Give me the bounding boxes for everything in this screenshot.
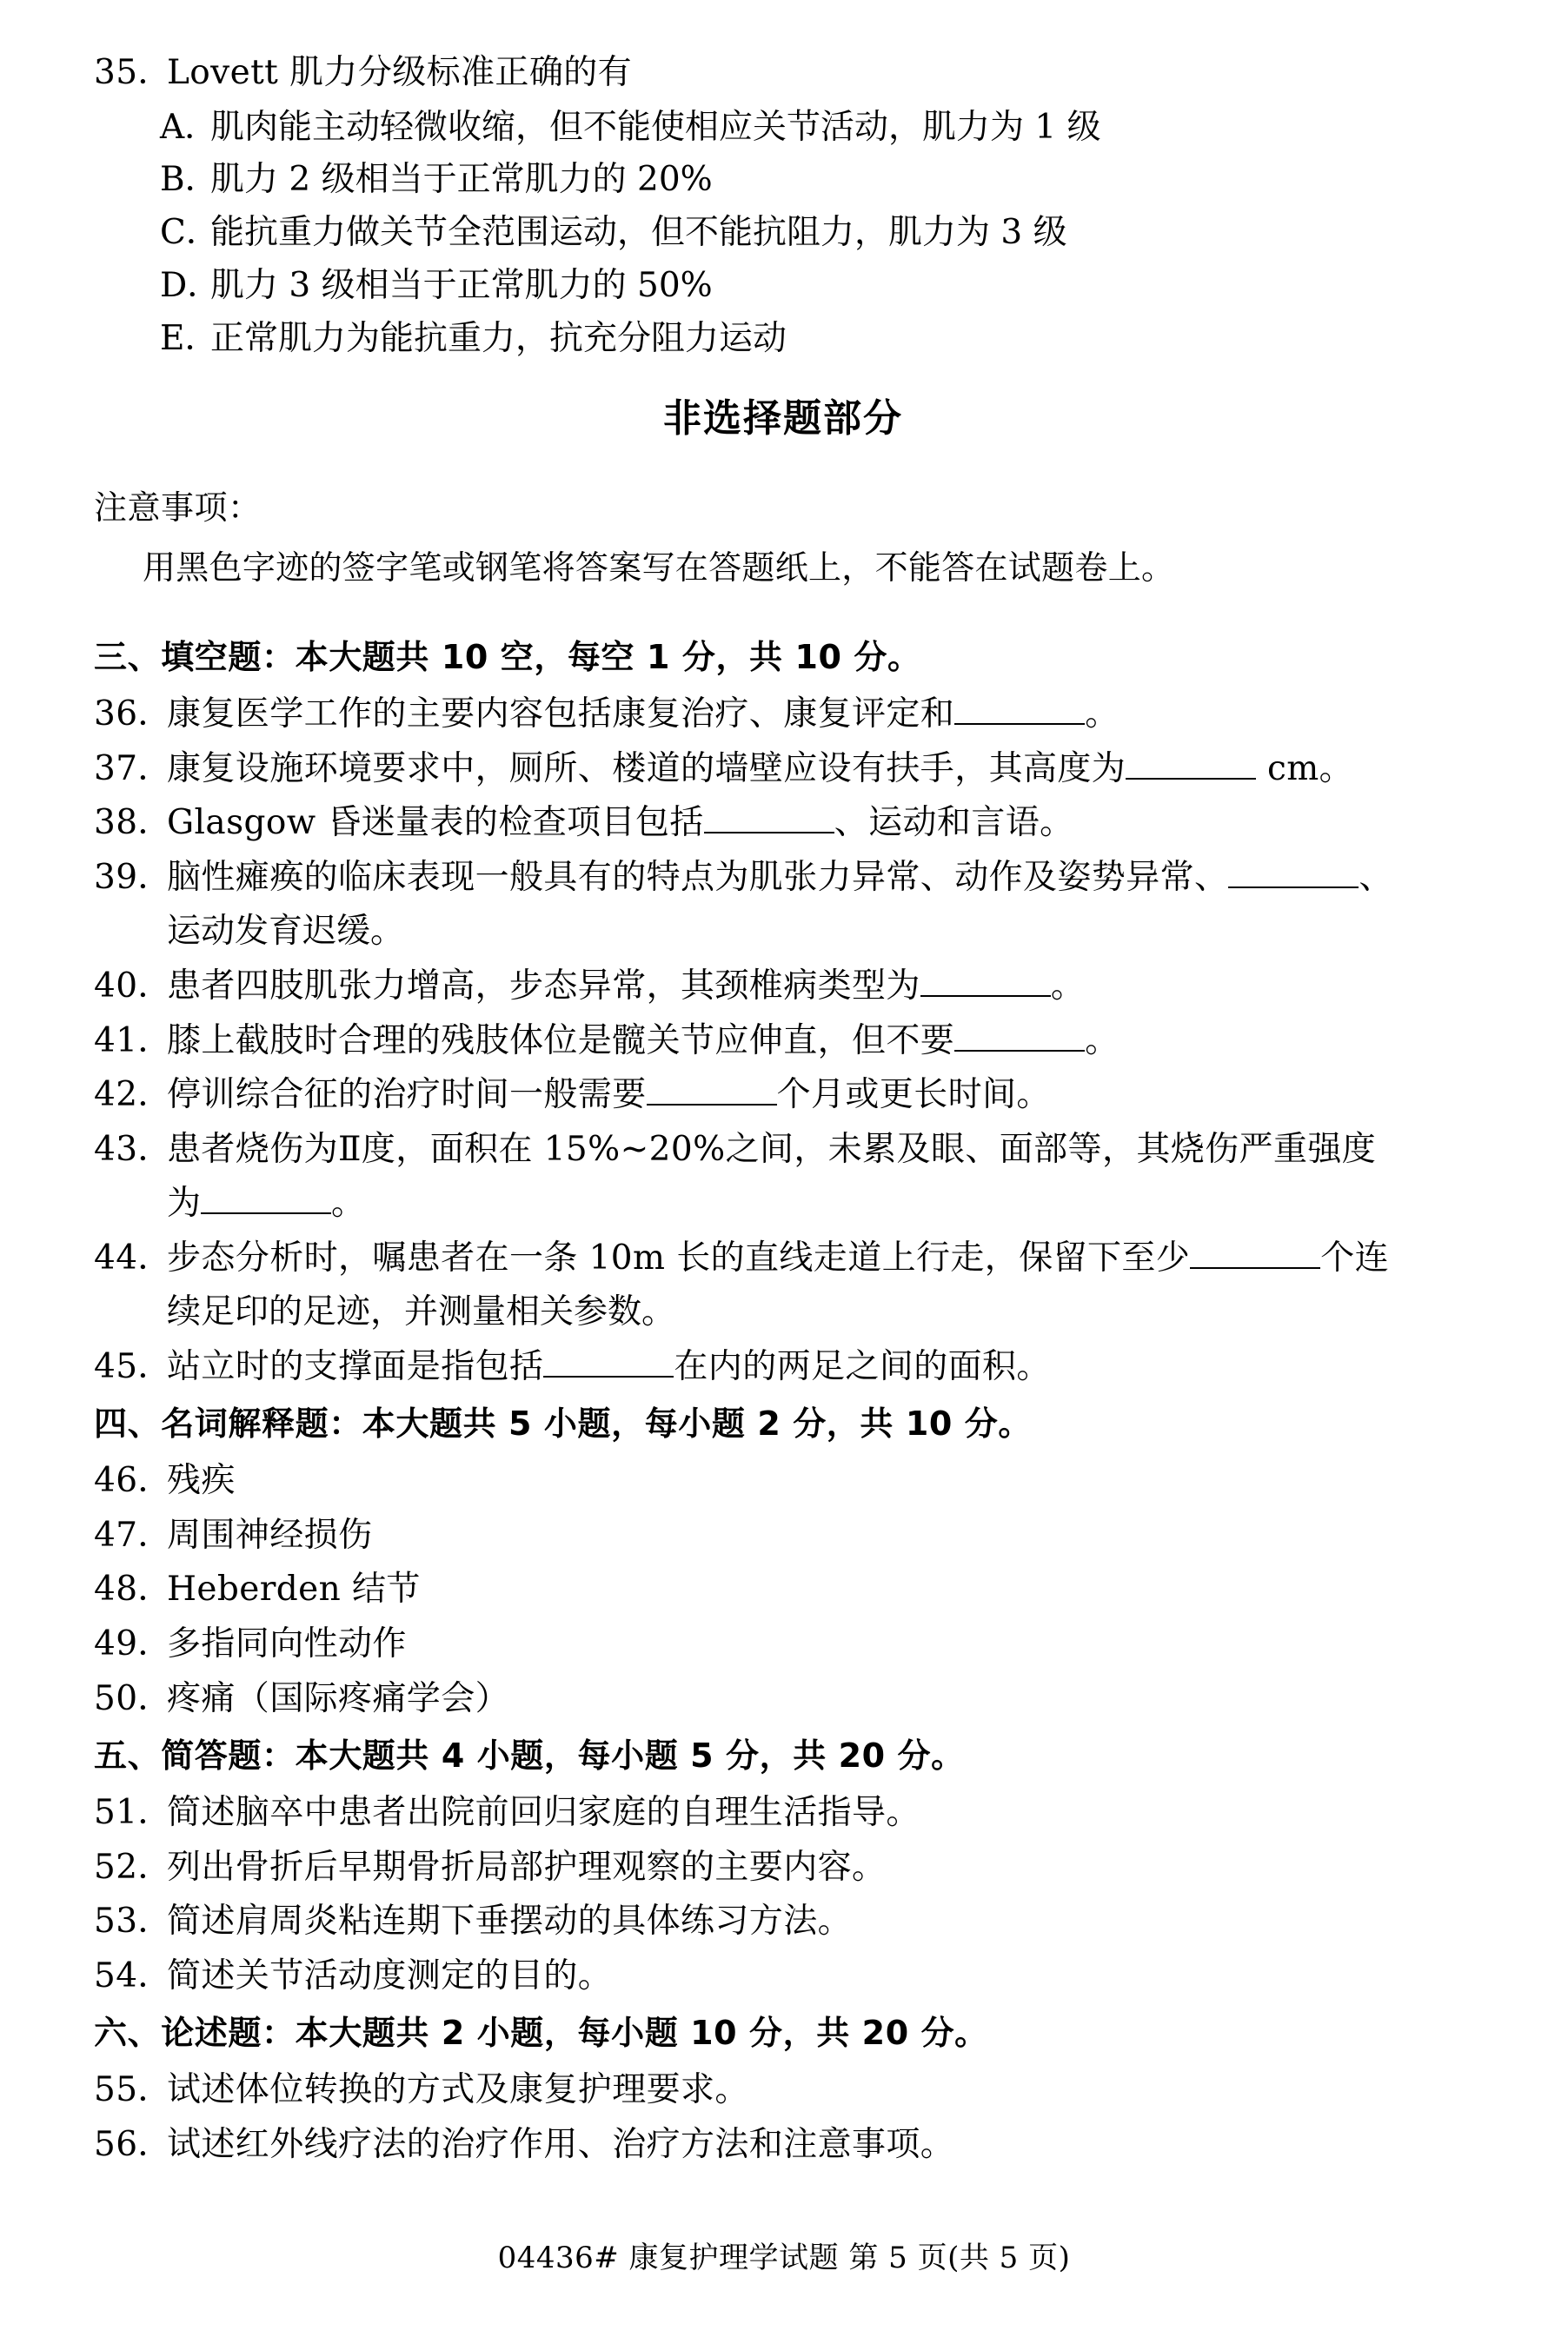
answer-blank[interactable] xyxy=(543,1376,674,1378)
question-39 xyxy=(94,853,1472,903)
question-text-pre: 停训综合征的治疗时间一般需要 xyxy=(167,1075,647,1115)
question-number: 38． xyxy=(94,803,172,843)
question-text-post: 、运动和言语。 xyxy=(834,803,1074,843)
question-39-line-2: 运动发育迟缓。 xyxy=(167,912,405,952)
question-43 xyxy=(94,1126,1472,1175)
question-47 xyxy=(94,1511,1472,1561)
section-3-heading: 三、填空题：本大题共 10 空，每空 1 分，共 10 分。 xyxy=(94,638,921,677)
question-number: 37． xyxy=(94,748,172,788)
notice-body: 用黑色字迹的签字笔或钢笔将答案写在答题纸上，不能答在试题卷上。 xyxy=(143,548,1175,588)
question-text: 周围神经损伤 xyxy=(167,1515,373,1555)
question-text: 简述肩周炎粘连期下垂摆动的具体练习方法。 xyxy=(167,1902,853,1942)
question-35-option-b xyxy=(94,156,1472,205)
question-number: 39． xyxy=(94,857,172,897)
question-text: 列出骨折后早期骨折局部护理观察的主要内容。 xyxy=(167,1847,887,1887)
question-text-pre: 患者四肢肌张力增高，步态异常，其颈椎病类型为 xyxy=(167,966,920,1006)
question-number: 53． xyxy=(94,1902,172,1942)
question-text: 疼痛（国际疼痛学会） xyxy=(167,1678,510,1718)
question-text-pre: 康复医学工作的主要内容包括康复治疗、康复评定和 xyxy=(167,694,955,734)
question-43-line-2 xyxy=(94,1179,1472,1229)
question-text-post: 、 xyxy=(1359,857,1393,897)
question-number: 43． xyxy=(94,1129,172,1169)
question-number: 46． xyxy=(94,1461,172,1501)
question-38 xyxy=(94,799,1472,848)
answer-blank[interactable] xyxy=(704,832,834,833)
answer-blank[interactable] xyxy=(647,1104,777,1106)
question-55 xyxy=(94,2066,1472,2115)
question-text-post: 。 xyxy=(1085,1020,1120,1060)
question-51 xyxy=(94,1789,1472,1838)
question-53 xyxy=(94,1897,1472,1947)
question-text-pre: 膝上截肢时合理的残肢体位是髋关节应伸直，但不要 xyxy=(167,1020,955,1060)
option-text: 能抗重力做关节全范围运动，但不能抗阻力，肌力为 3 级 xyxy=(210,213,1067,253)
question-36 xyxy=(94,690,1472,740)
answer-blank[interactable] xyxy=(1190,1267,1320,1269)
question-text-pre: 脑性瘫痪的临床表现一般具有的特点为肌张力异常、动作及姿势异常、 xyxy=(167,857,1229,897)
question-number: 36． xyxy=(94,694,172,734)
question-35 xyxy=(94,49,1472,98)
question-text-post: 。 xyxy=(331,1184,366,1224)
option-text: 肌力 3 级相当于正常肌力的 50% xyxy=(210,266,713,306)
question-45 xyxy=(94,1343,1472,1392)
question-35-option-a xyxy=(94,103,1472,153)
question-text-pre: 患者烧伤为Ⅱ度，面积在 15%~20%之间，未累及眼、面部等，其烧伤严重强度 xyxy=(167,1129,1377,1169)
option-label: C． xyxy=(160,213,220,253)
question-number: 56． xyxy=(94,2124,172,2164)
question-35-option-c xyxy=(94,209,1472,258)
question-text: 多指同向性动作 xyxy=(167,1624,407,1663)
question-52 xyxy=(94,1843,1472,1893)
section-6-heading: 六、论述题：本大题共 2 小题，每小题 10 分，共 20 分。 xyxy=(94,2014,988,2053)
option-label: E． xyxy=(160,319,219,359)
question-text-pre: 站立时的支撑面是指包括 xyxy=(167,1346,544,1386)
question-number: 49． xyxy=(94,1624,172,1663)
option-label: D． xyxy=(160,266,222,306)
question-text-pre: 康复设施环境要求中，厕所、楼道的墙壁应设有扶手，其高度为 xyxy=(167,748,1126,788)
question-text-post: 在内的两足之间的面积。 xyxy=(674,1346,1051,1386)
section-4-heading: 四、名词解释题：本大题共 5 小题，每小题 2 分，共 10 分。 xyxy=(94,1404,1032,1444)
question-text-pre: Glasgow 昏迷量表的检查项目包括 xyxy=(167,803,704,843)
question-number: 54． xyxy=(94,1956,172,1995)
notice-title: 注意事项： xyxy=(94,488,262,528)
question-number: 50． xyxy=(94,1678,172,1718)
question-48 xyxy=(94,1565,1472,1615)
question-text-pre: 步态分析时，嘱患者在一条 10m 长的直线走道上行走，保留下至少 xyxy=(167,1238,1191,1278)
question-40 xyxy=(94,962,1472,1012)
question-37 xyxy=(94,745,1472,794)
question-text: 简述关节活动度测定的目的。 xyxy=(167,1956,613,1995)
question-50 xyxy=(94,1675,1472,1724)
question-number: 42． xyxy=(94,1075,172,1115)
question-42 xyxy=(94,1071,1472,1120)
non-multiple-choice-banner: 非选择题部分 xyxy=(663,396,903,442)
question-text-post: 。 xyxy=(1085,694,1120,734)
question-number: 44． xyxy=(94,1238,172,1278)
answer-blank[interactable] xyxy=(1126,778,1256,780)
question-number: 55． xyxy=(94,2070,172,2110)
answer-blank[interactable] xyxy=(954,1050,1085,1052)
section-5-heading: 五、简答题：本大题共 4 小题，每小题 5 分，共 20 分。 xyxy=(94,1736,965,1776)
question-text: Heberden 结节 xyxy=(167,1570,421,1610)
option-text: 肌肉能主动轻微收缩，但不能使相应关节活动，肌力为 1 级 xyxy=(210,107,1101,147)
question-54 xyxy=(94,1952,1472,2002)
option-text: 肌力 2 级相当于正常肌力的 20% xyxy=(210,160,713,200)
question-text-pre: 为 xyxy=(167,1184,202,1224)
question-35-option-d xyxy=(94,262,1472,311)
question-35-number: 35． xyxy=(94,53,172,92)
question-44-line-2: 续足印的足迹，并测量相关参数。 xyxy=(167,1292,676,1332)
question-44 xyxy=(94,1234,1472,1284)
answer-blank[interactable] xyxy=(1228,886,1359,888)
question-text-post: 个连 xyxy=(1320,1238,1390,1278)
question-number: 48． xyxy=(94,1570,172,1610)
question-text: 残疾 xyxy=(167,1461,236,1501)
question-number: 41． xyxy=(94,1020,172,1060)
answer-blank[interactable] xyxy=(920,995,1051,997)
option-label: B． xyxy=(160,160,219,200)
question-text-post: 。 xyxy=(1050,966,1086,1006)
question-number: 52． xyxy=(94,1847,172,1887)
question-text: 试述体位转换的方式及康复护理要求。 xyxy=(167,2070,749,2110)
option-label: A． xyxy=(160,107,219,147)
question-35-option-e xyxy=(94,315,1472,364)
answer-blank[interactable] xyxy=(954,723,1085,725)
question-35-stem: Lovett 肌力分级标准正确的有 xyxy=(167,53,633,92)
question-text: 试述红外线疗法的治疗作用、治疗方法和注意事项。 xyxy=(167,2124,955,2164)
question-text: 简述脑卒中患者出院前回归家庭的自理生活指导。 xyxy=(167,1793,920,1833)
question-49 xyxy=(94,1620,1472,1670)
question-number: 45． xyxy=(94,1346,172,1386)
option-text: 正常肌力为能抗重力，抗充分阻力运动 xyxy=(210,319,787,359)
question-number: 51． xyxy=(94,1793,172,1833)
answer-blank[interactable] xyxy=(201,1212,331,1214)
question-number: 47． xyxy=(94,1515,172,1555)
question-number: 40． xyxy=(94,966,172,1006)
question-text-post: 个月或更长时间。 xyxy=(776,1075,1051,1115)
question-41 xyxy=(94,1017,1472,1066)
question-56 xyxy=(94,2121,1472,2170)
question-46 xyxy=(94,1457,1472,1506)
question-text-post: cm。 xyxy=(1256,748,1354,788)
page-footer: 04436# 康复护理学试题 第 5 页(共 5 页) xyxy=(497,2241,1071,2275)
